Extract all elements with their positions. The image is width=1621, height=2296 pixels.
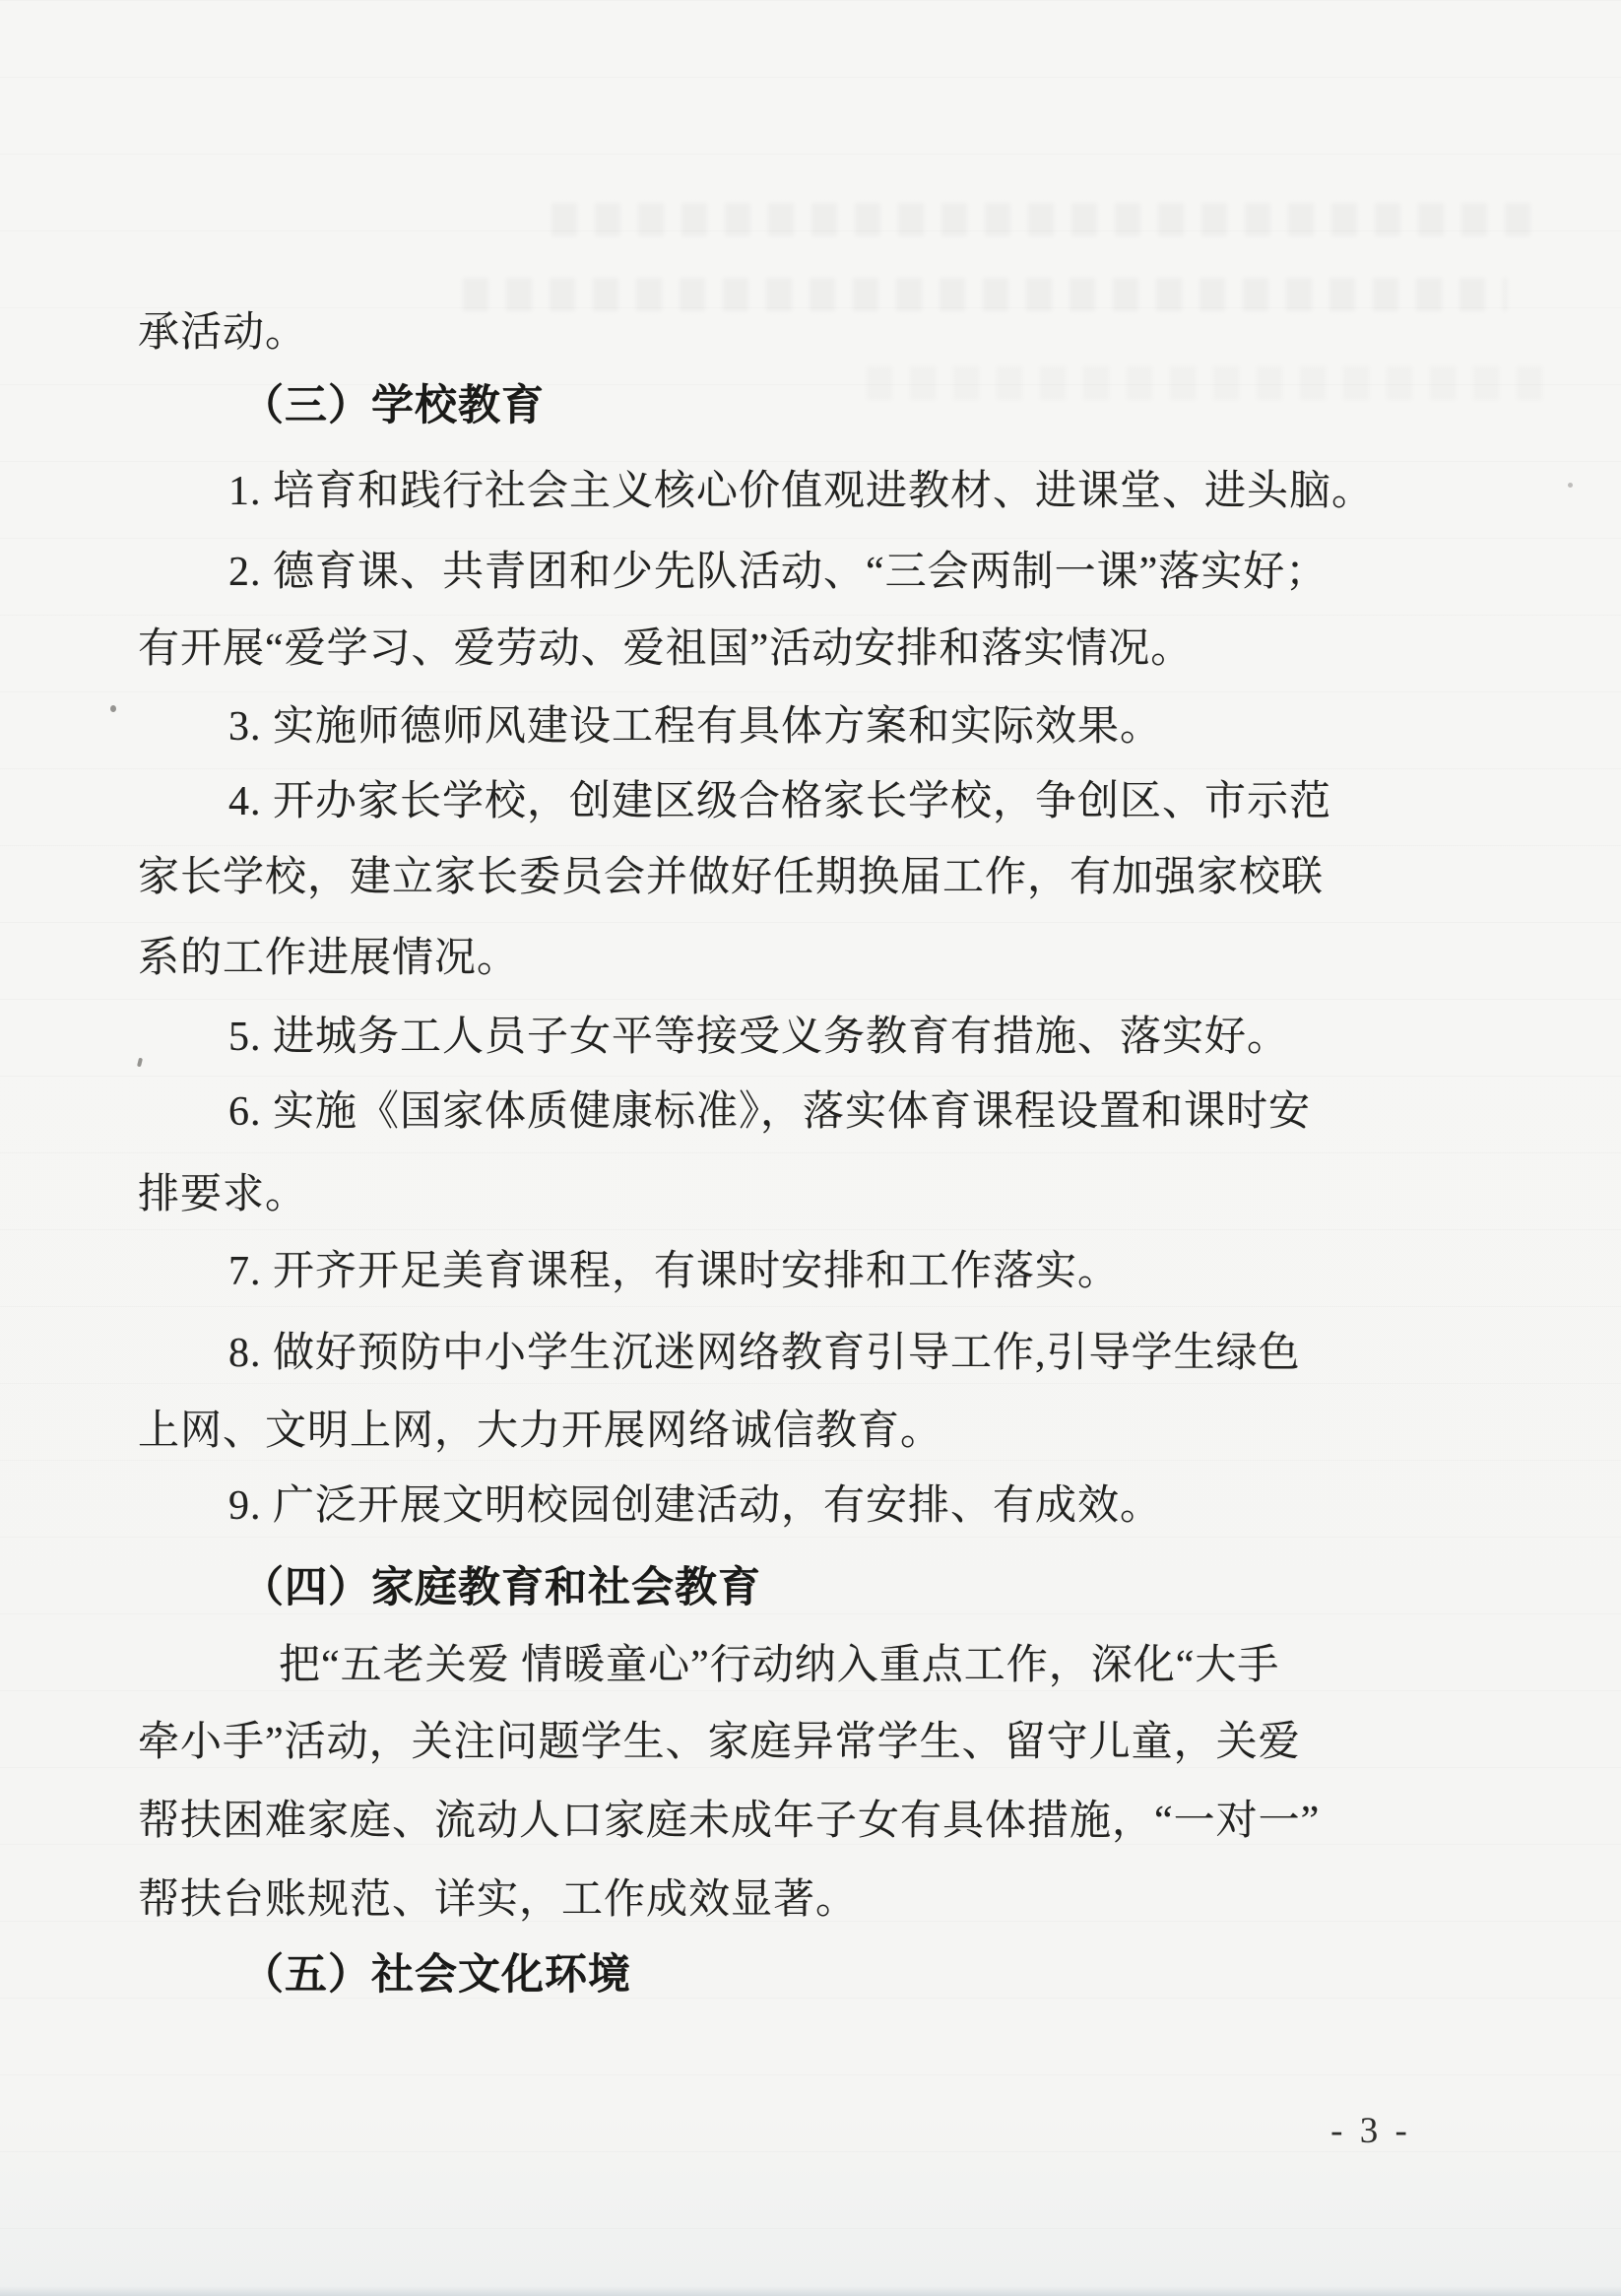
text-line: 承活动。 — [138, 310, 308, 356]
ink-bleed-smudge — [867, 366, 1556, 400]
text-line-item-3: 3. 实施师德师风建设工程有具体方案和实际效果。 — [228, 704, 1163, 750]
text-line-item-7: 7. 开齐开足美育课程，有课时安排和工作落实。 — [228, 1249, 1121, 1294]
scan-edge-shadow — [0, 2286, 1621, 2296]
ink-bleed-smudge — [463, 278, 1507, 311]
section-heading-school-education: （三）学校教育 — [241, 383, 545, 429]
scan-speck — [137, 1058, 143, 1068]
text-line-item-4: 4. 开办家长学校，创建区级合格家长学校，争创区、市示范 — [228, 779, 1332, 824]
text-line: 牵小手”活动，关注问题学生、家庭异常学生、留守儿童，关爱 — [138, 1720, 1301, 1765]
text-line-item-8: 8. 做好预防中小学生沉迷网络教育引导工作,引导学生绿色 — [228, 1331, 1301, 1376]
section-heading-family-social-education: （四）家庭教育和社会教育 — [241, 1565, 761, 1611]
text-line: 帮扶困难家庭、流动人口家庭未成年子女有具体措施，“一对一” — [138, 1799, 1321, 1844]
text-line-item-2: 2. 德育课、共青团和少先队活动、“三会两制一课”落实好； — [228, 550, 1329, 595]
page-number: - 3 - — [1330, 2111, 1411, 2151]
text-line: 家长学校，建立家长委员会并做好任期换届工作，有加强家校联 — [138, 855, 1325, 900]
scan-speck — [110, 705, 116, 712]
scan-speck — [1568, 483, 1573, 488]
text-line: 帮扶台账规范、详实，工作成效显著。 — [138, 1877, 859, 1923]
text-line: 系的工作进展情况。 — [138, 936, 520, 981]
text-line: 把“五老关爱 情暖童心”行动纳入重点工作，深化“大手 — [279, 1643, 1280, 1688]
text-line-item-1: 1. 培育和践行社会主义核心价值观进教材、进课堂、进头脑。 — [228, 469, 1375, 514]
section-heading-social-cultural-environment: （五）社会文化环境 — [241, 1952, 631, 1999]
text-line-item-9: 9. 广泛开展文明校园创建活动，有安排、有成效。 — [228, 1483, 1163, 1529]
text-line-item-6: 6. 实施《国家体质健康标准》，落实体育课程设置和课时安 — [228, 1089, 1312, 1135]
ink-bleed-smudge — [551, 203, 1546, 236]
text-line: 排要求。 — [138, 1172, 308, 1217]
text-line: 上网、文明上网，大力开展网络诚信教育。 — [138, 1409, 943, 1454]
text-line: 有开展“爱学习、爱劳动、爱祖国”活动安排和落实情况。 — [138, 626, 1194, 672]
text-line-item-5: 5. 进城务工人员子女平等接受义务教育有措施、落实好。 — [228, 1015, 1290, 1060]
